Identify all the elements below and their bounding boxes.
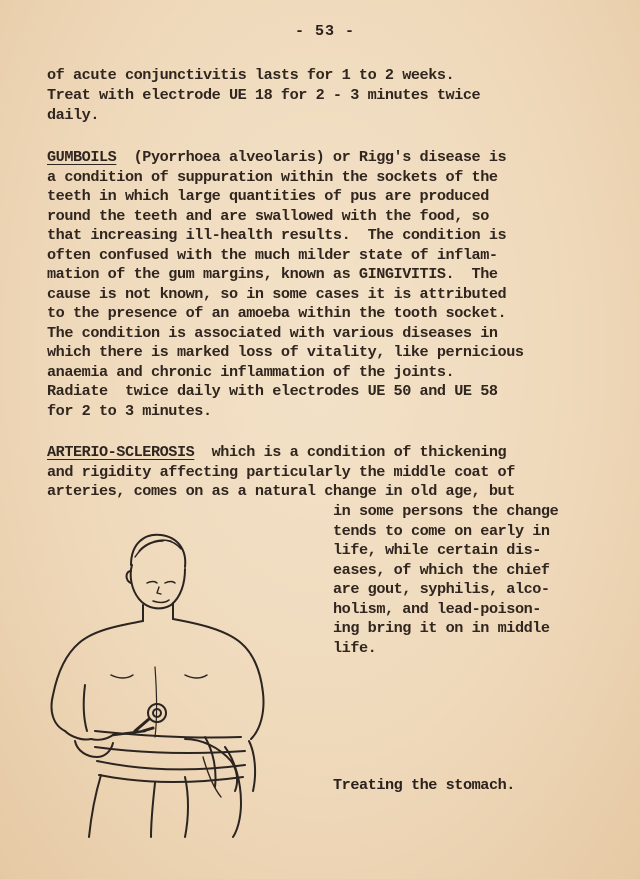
gumboils-first-line-text: (Pyorrhoea alveolaris) or Rigg's disease is [116, 148, 507, 166]
text-line: a condition of suppuration within the sockets of the [47, 167, 498, 186]
figure-caption: Treating the stomach. [333, 776, 515, 794]
text-line: that increasing ill-health results. The condition is [47, 226, 507, 244]
text-line: mation of the gum margins, known as GINGIVITIS. The [47, 265, 498, 283]
man-treating-stomach-illustration [35, 525, 285, 840]
text-line: ing bring it on in middle [333, 619, 550, 637]
text-line: life, while certain dis- [333, 541, 541, 559]
text-line: are gout, syphilis, alco- [333, 580, 550, 598]
text-line: and rigidity affecting particularly the middle coat of [47, 462, 515, 481]
arterio-first-line [47, 443, 506, 463]
text-line: Treat with electrode UE 18 for 2 - 3 minutes twice [47, 86, 481, 104]
arterio-heading: ARTERIO-SCLEROSIS [47, 443, 195, 461]
text-line: life. [333, 638, 377, 657]
arterio-first-line-text: which is a condition of thickening [194, 443, 507, 461]
text-line: of acute conjunctivitis lasts for 1 to 2 weeks. [47, 66, 455, 84]
text-line: Radiate twice daily with electrodes UE 50 and UE 58 [47, 382, 498, 400]
text-line: The condition is associated with various diseases in [47, 323, 498, 342]
text-line: arteries, comes on as a natural change in old age, but [47, 482, 515, 500]
text-line: to the presence of an amoeba within the tooth socket. [47, 304, 507, 322]
text-line: cause is not known, so in some cases it is attributed [47, 284, 507, 303]
text-line: teeth in which large quantities of pus are produced [47, 187, 489, 205]
text-line: anaemia and chronic inflammation of the joints. [47, 362, 455, 381]
text-line: which there is marked loss of vitality, like pernicious [47, 343, 524, 361]
text-line: in some persons the change [333, 502, 559, 520]
text-line: holism, and lead-poison- [333, 599, 541, 618]
gumboils-heading: GUMBOILS [47, 148, 117, 166]
gumboils-first-line [47, 148, 506, 168]
text-line: daily. [47, 106, 99, 124]
text-line: for 2 to 3 minutes. [47, 401, 212, 420]
text-line: often confused with the much milder state of inflam- [47, 245, 498, 264]
text-line: round the teeth and are swallowed with the food, so [47, 206, 489, 225]
text-line: tends to come on early in [333, 521, 550, 540]
page-number: - 53 - [295, 23, 356, 40]
text-line: eases, of which the chief [333, 560, 550, 579]
